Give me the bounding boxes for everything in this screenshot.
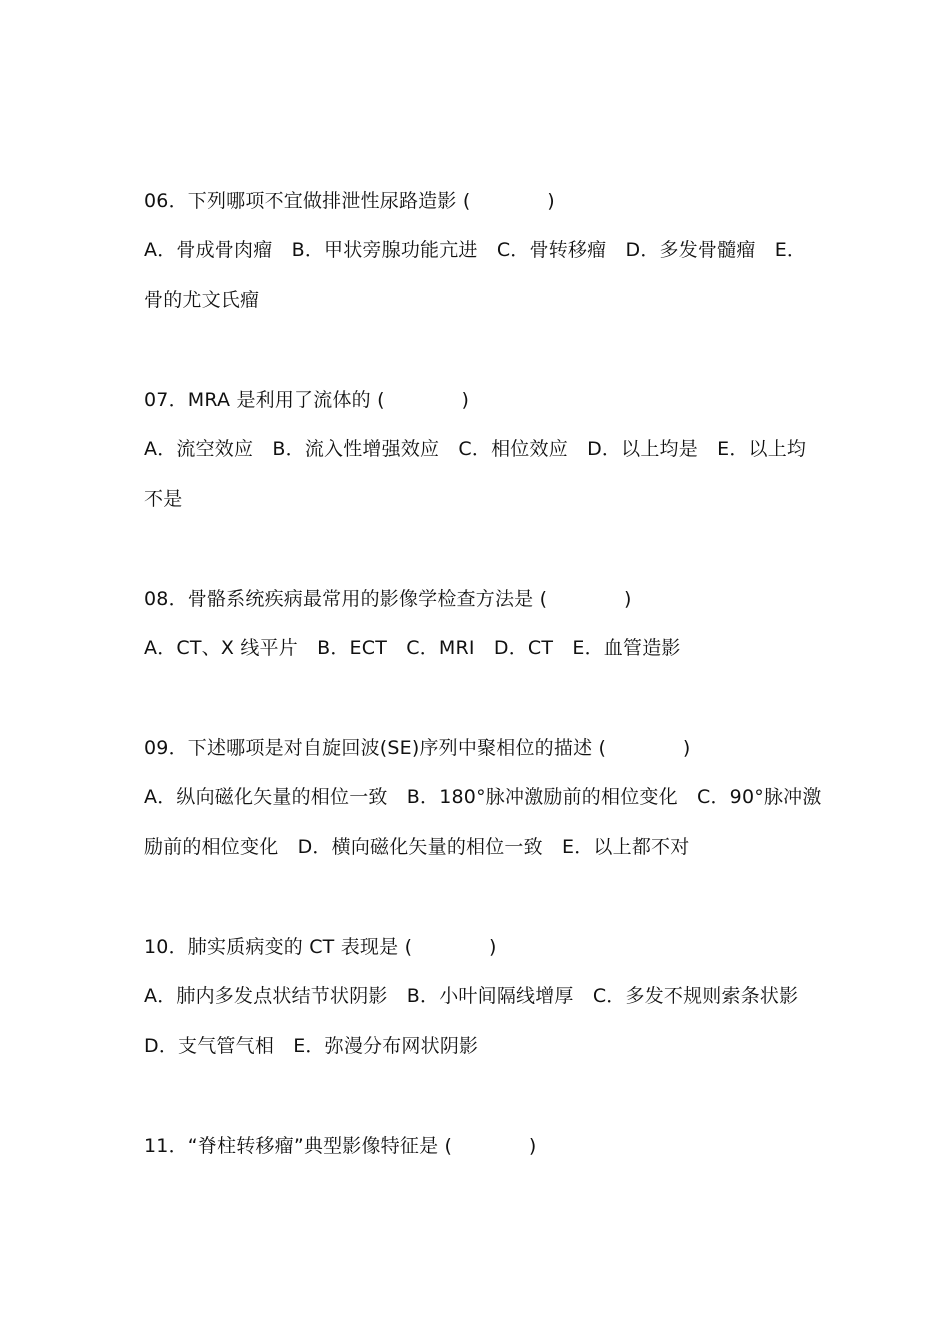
- question-06-stem: 06．下列哪项不宜做排泄性尿路造影 ( ): [144, 190, 555, 212]
- question-07-options-line-2: 不是: [144, 488, 183, 510]
- question-08-stem: 08．骨骼系统疾病最常用的影像学检查方法是 ( ): [144, 588, 632, 610]
- question-10-stem: 10．肺实质病变的 CT 表现是 ( ): [144, 936, 497, 958]
- question-07-options-line-1: A．流空效应 B．流入性增强效应 C．相位效应 D．以上均是 E．以上均: [144, 438, 807, 460]
- question-09-options-line-2: 励前的相位变化 D．横向磁化矢量的相位一致 E．以上都不对: [144, 836, 690, 858]
- question-07-stem: 07．MRA 是利用了流体的 ( ): [144, 389, 470, 411]
- question-06-options-line-2: 骨的尤文氏瘤: [144, 289, 260, 311]
- question-06-options-line-1: A．骨成骨肉瘤 B．甲状旁腺功能亢进 C．骨转移瘤 D．多发骨髓瘤 E．: [144, 239, 807, 261]
- question-09-stem: 09．下述哪项是对自旋回波(SE)序列中聚相位的描述 ( ): [144, 737, 691, 759]
- question-11-stem: 11．“脊柱转移瘤”典型影像特征是 ( ): [144, 1135, 537, 1157]
- question-08-options-line-1: A．CT、X 线平片 B．ECT C．MRI D．CT E．血管造影: [144, 637, 681, 659]
- question-10-options-line-2: D．支气管气相 E．弥漫分布网状阴影: [144, 1035, 479, 1057]
- question-10-options-line-1: A．肺内多发点状结节状阴影 B．小叶间隔线增厚 C．多发不规则索条状影: [144, 985, 799, 1007]
- question-09-options-line-1: A．纵向磁化矢量的相位一致 B．180°脉冲激励前的相位变化 C．90°脉冲激: [144, 786, 822, 808]
